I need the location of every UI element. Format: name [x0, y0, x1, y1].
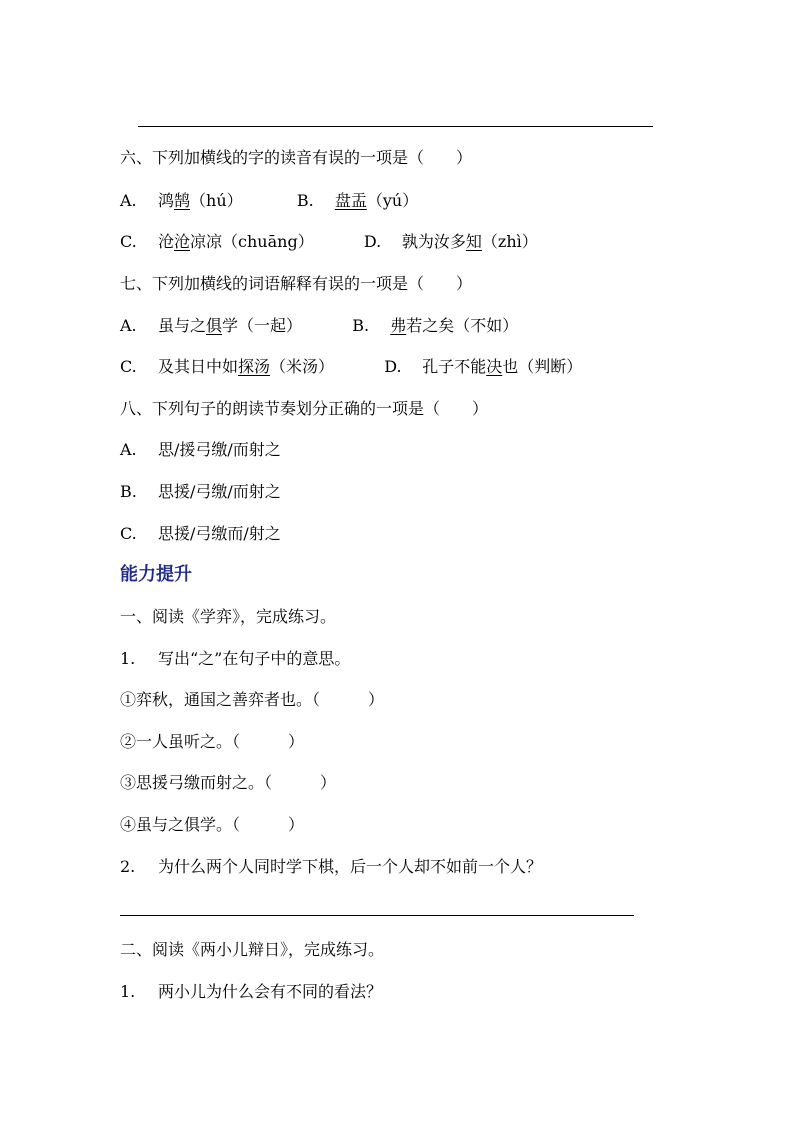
option-label: A.: [120, 191, 137, 210]
underlined-word: 俱: [206, 316, 223, 335]
question-7-options-ab: A. 虽与之俱学（一起） B. 弗若之矣（不如）: [120, 316, 519, 335]
underlined-word: 沧: [174, 232, 191, 251]
option-label: B.: [352, 316, 370, 335]
question-6-options-cd: C. 沧沧凉凉（chuāng） D. 孰为汝多知（zhì）: [120, 232, 538, 251]
question-8: 八、下列句子的朗读节奏划分正确的一项是（ ）: [120, 399, 489, 418]
passage-1-sentence-1: ①弈秋，通国之善弈者也。（ ）: [120, 690, 385, 709]
question-6: 六、下列加横线的字的读音有误的一项是（ ）: [120, 148, 473, 167]
question-8-option-b: B. 思援/弓缴/而射之: [120, 482, 281, 501]
option-label: D.: [363, 232, 382, 251]
option-label: C.: [120, 232, 137, 251]
top-answer-line: [138, 126, 653, 127]
question-7: 七、下列加横线的词语解释有误的一项是（ ）: [120, 274, 473, 293]
passage-1-sentence-2: ②一人虽听之。（ ）: [120, 732, 305, 751]
section-title: 能力提升: [120, 564, 192, 585]
underlined-word: 鹄: [174, 191, 191, 210]
passage-1-question-1: 1. 写出“之”在句子中的意思。: [120, 649, 351, 668]
passage-1-title: 一、阅读《学弈》，完成练习。: [120, 607, 337, 626]
option-label: D.: [384, 357, 402, 376]
answer-line: [120, 915, 634, 916]
option-label: C.: [120, 357, 137, 376]
passage-2-question-1: 1. 两小儿为什么会有不同的看法？: [120, 982, 383, 1001]
question-6-options-ab: A. 鸿鹄（hú） B. 盘盂（yú）: [120, 191, 419, 210]
option-label: A.: [120, 316, 137, 335]
question-7-options-cd: C. 及其日中如探汤（米汤） D. 孔子不能决也（判断）: [120, 357, 583, 376]
underlined-word: 决: [486, 357, 503, 376]
passage-2-title: 二、阅读《两小儿辩日》，完成练习。: [120, 940, 385, 959]
passage-1-sentence-3: ③思援弓缴而射之。（ ）: [120, 773, 337, 792]
passage-1-question-2: 2. 为什么两个人同时学下棋，后一个人却不如前一个人？: [120, 857, 543, 876]
option-label: B.: [296, 191, 314, 210]
passage-1-sentence-4: ④虽与之俱学。（ ）: [120, 815, 305, 834]
underlined-word: 盘盂: [334, 191, 367, 210]
question-8-option-a: A. 思/援弓缴/而射之: [120, 440, 281, 459]
underlined-word: 探汤: [238, 357, 271, 376]
question-8-option-c: C. 思援/弓缴而/射之: [120, 524, 281, 543]
underlined-word: 弗: [390, 316, 407, 335]
underlined-word: 知: [465, 232, 482, 251]
